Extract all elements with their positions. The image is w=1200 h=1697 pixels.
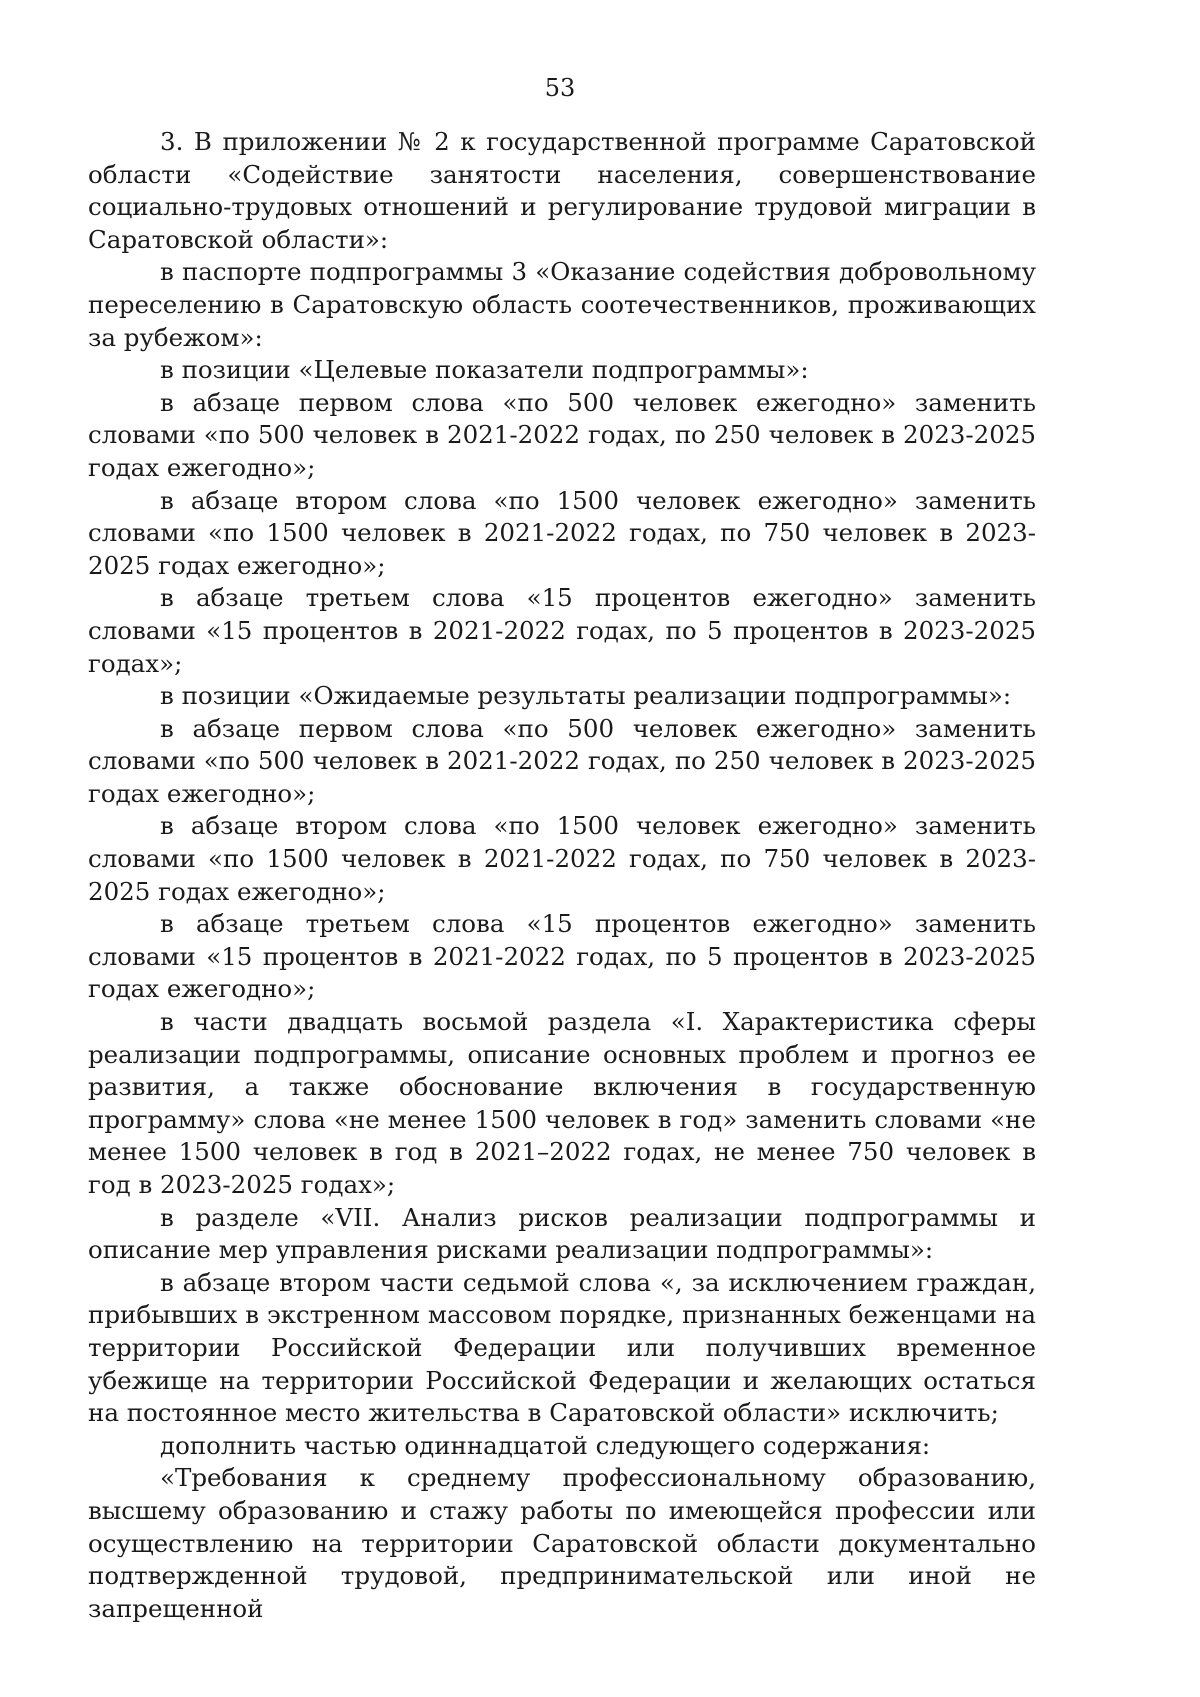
- paragraph-13: в абзаце втором части седьмой слова «, за исключением граждан, прибывших в экстренном массовом порядке, признанных беженцами на территории Российской Федерации или получивших временное убежище на территории Российской Федерации и желающих остаться на постоянное место жительства в Саратовской области» исключить;: [88, 1267, 1036, 1428]
- paragraph-10: в абзаце третьем слова «15 процентов ежегодно» заменить словами «15 процентов в 2021-2022 годах, по 5 процентов в 2023-2025 годах ежегодно»;: [88, 909, 1036, 1004]
- paragraph-4: в абзаце первом слова «по 500 человек ежегодно» заменить словами «по 500 человек в 2021-2022 годах, по 250 человек в 2023-2025 годах ежегодно»;: [88, 387, 1036, 482]
- paragraph-9: в абзаце втором слова «по 1500 человек ежегодно» заменить словами «по 1500 человек в 2021-2022 годах, по 750 человек в 2023-2025 годах ежегодно»;: [88, 811, 1036, 906]
- document-body: [88, 126, 1036, 1625]
- page-number: 53: [544, 74, 576, 102]
- paragraph-14: дополнить частью одиннадцатой следующего содержания:: [160, 1430, 931, 1460]
- paragraph-5: в абзаце втором слова «по 1500 человек ежегодно» заменить словами «по 1500 человек в 2021-2022 годах, по 750 человек в 2023-2025 годах ежегодно»;: [88, 485, 1036, 580]
- paragraph-3: в позиции «Целевые показатели подпрограммы»:: [160, 355, 809, 385]
- paragraph-7: в позиции «Ожидаемые результаты реализации подпрограммы»:: [160, 681, 1012, 711]
- paragraph-2: в паспорте подпрограммы 3 «Оказание содействия добровольному переселению в Саратовскую область соотечественников, проживающих за рубежом»:: [88, 257, 1036, 352]
- paragraph-6: в абзаце третьем слова «15 процентов ежегодно» заменить словами «15 процентов в 2021-2022 годах, по 5 процентов в 2023-2025 годах»;: [88, 583, 1036, 678]
- paragraph-8: в абзаце первом слова «по 500 человек ежегодно» заменить словами «по 500 человек в 2021-2022 годах, по 250 человек в 2023-2025 годах ежегодно»;: [88, 713, 1036, 808]
- paragraph-11: в части двадцать восьмой раздела «I. Характеристика сферы реализации подпрограммы, описание основных проблем и прогноз ее развития, а также обоснование включения в государственную программу» слова «не менее 1500 человек в год» заменить словами «не менее 1500 человек в год в 2021–2022 годах, не менее 750 человек в год в 2023-2025 годах»;: [88, 1007, 1036, 1199]
- paragraph-12: в разделе «VII. Анализ рисков реализации подпрограммы и описание мер управления рисками реализации подпрограммы»:: [88, 1202, 1036, 1265]
- paragraph-15: «Требования к среднему профессиональному образованию, высшему образованию и стажу работы по имеющейся профессии или осуществлению на территории Саратовской области документально подтвержденной трудовой, предпринимательской или иной не запрещенной: [88, 1463, 1036, 1623]
- paragraph-1: 3. В приложении № 2 к государственной программе Саратовской области «Содействие занятости населения, совершенствование социально-трудовых отношений и регулирование трудовой миграции в Саратовской области»:: [88, 127, 1036, 254]
